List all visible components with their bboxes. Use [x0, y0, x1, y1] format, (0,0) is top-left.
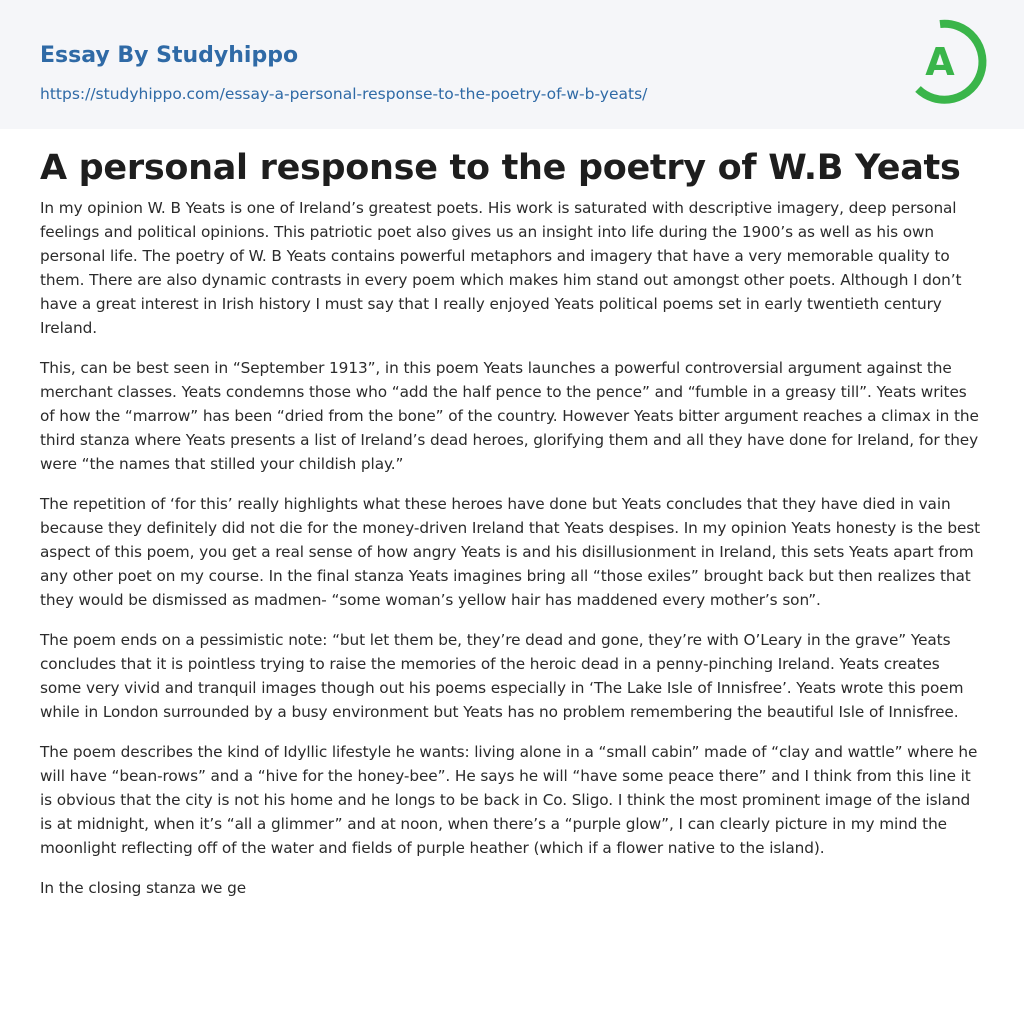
paragraph-5: The poem describes the kind of Idyllic lifestyle he wants: living alone in a “small cabin” made of “clay and wattle” where he will have “bean-rows” and a “hive for the honey-bee”. He says he will “have some peace there” and I think from this line it is obvious that the city is not his home and he longs to be back in Co. Sligo. I think the most prominent image of the island is at midnight, when it’s “all a glimmer” and at noon, when there’s a “purple glow”, I can clearly picture in my mind the moonlight reflecting off of the water and fields of purple heather (which if a flower native to the island). — [40, 743, 978, 857]
paragraph-4: The poem ends on a pessimistic note: “but let them be, they’re dead and gone, they’re with O’Leary in the grave” Yeats concludes that it is pointless trying to raise the memories of the heroic dead in a penny-pinching Ireland. Yeats creates some very vivid and tranquil images though out his poems especially in ‘The Lake Isle of Innisfree’. Yeats wrote this poem while in London surrounded by a busy environment but Yeats has no problem remembering the beautiful Isle of Innisfree. — [40, 631, 964, 721]
source-url-link[interactable]: https://studyhippo.com/essay-a-personal-response-to-the-poetry-of-w-b-yeats/ — [40, 85, 648, 103]
paragraph-2: This, can be best seen in “September 1913”, in this poem Yeats launches a powerful controversial argument against the merchant classes. Yeats condemns those who “add the half pence to the pence” and “fumble in a greasy till”. Yeats writes of how the “marrow” has been “dried from the bone” of the country. However Yeats bitter argument reaches a climax in the third stanza where Yeats presents a list of Ireland’s dead heroes, glorifying them and all they have done for Ireland, for they were “the names that stilled your childish play.” — [40, 359, 979, 473]
logo-letter: A — [925, 40, 955, 84]
paragraph-6-truncated: In the closing stanza we ge — [40, 879, 247, 897]
article — [40, 140, 984, 916]
page-title: A personal response to the poetry of W.B Yeats — [40, 148, 961, 188]
site-header — [0, 0, 1024, 129]
site-brand[interactable]: Essay By Studyhippo — [40, 43, 299, 68]
studyhippo-logo-icon[interactable] — [910, 18, 988, 106]
paragraph-3: The repetition of ‘for this’ really highlights what these heroes have done but Yeats concludes that they have died in vain because they definitely did not die for the money-driven Ireland that Yeats despises. In my opinion Yeats honesty is the best aspect of this poem, you get a real sense of how angry Yeats is and his disillusionment in Ireland, this sets Yeats apart from any other poet on my course. In the final stanza Yeats imagines bring all “those exiles” brought back but then realizes that they would be dismissed as madmen- “some woman’s yellow hair has maddened every mother’s son”. — [40, 495, 981, 609]
paragraph-1: In my opinion W. B Yeats is one of Ireland’s greatest poets. His work is saturated with descriptive imagery, deep personal feelings and political opinions. This patriotic poet also gives us an insight into life during the 1900’s as well as his own personal life. The poetry of W. B Yeats contains powerful metaphors and imagery that have a very memorable quality to them. There are also dynamic contrasts in every poem which makes him stand out amongst other poets. Although I don’t have a great interest in Irish history I must say that I really enjoyed Yeats political poems set in early twentieth century Ireland. — [40, 199, 962, 337]
